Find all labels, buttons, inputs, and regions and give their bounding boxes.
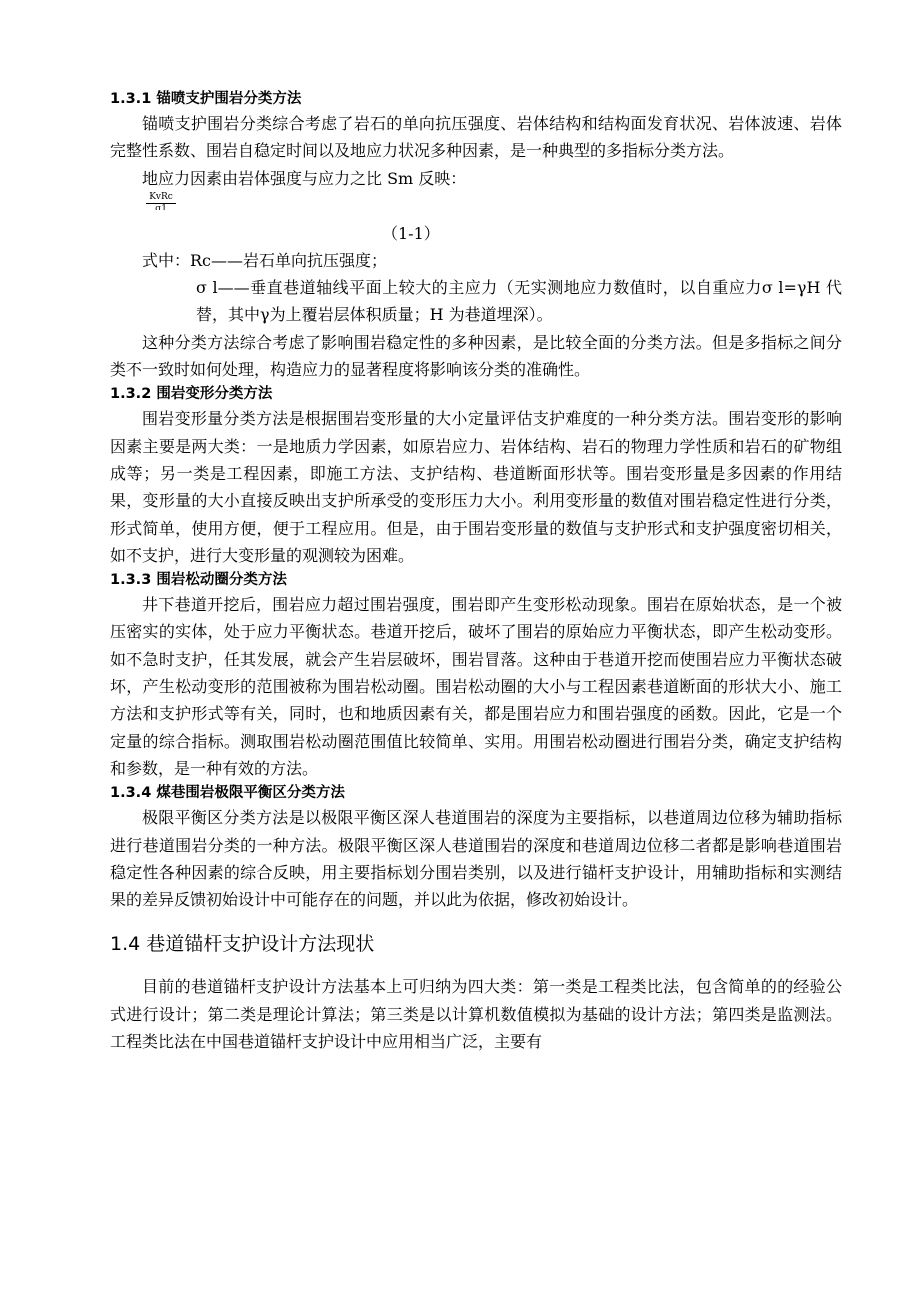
- paragraph: σ l——垂直巷道轴线平面上较大的主应力（无实测地应力数值时，以自重应力σ l=γH 代替，其中γ为上覆岩层体积质量；H 为巷道埋深）。: [196, 278, 842, 325]
- paragraph: 这种分类方法综合考虑了影响围岩稳定性的多种因素，是比较全面的分类方法。但是多指标之间分类不一致时如何处理，构造应力的显著程度将影响该分类的准确性。: [110, 332, 842, 380]
- document-page: [110, 88, 842, 1055]
- section-heading-1-3-4: 1.3.4 煤巷围岩极限平衡区分类方法: [110, 785, 345, 802]
- section-heading-1-3-1: 1.3.1 锚喷支护围岩分类方法: [110, 91, 302, 107]
- formula-fraction: [146, 192, 842, 220]
- section-heading-1-3-2: 1.3.2 围岩变形分类方法: [110, 386, 273, 403]
- fraction-denominator: σ1: [155, 203, 167, 210]
- paragraph: 围岩变形量分类方法是根据围岩变形量的大小定量评估支护难度的一种分类方法。围岩变形的影响因素主要是两大类：一是地质力学因素，如原岩应力、岩体结构、岩石的物理力学性质和岩石的矿物组成等；另一类是工程因素，即施工方法、支护结构、巷道断面形状等。围岩变形量是多因素的作用结果，变形量的大小直接反映出支护所承受的变形压力大小。利用变形量的数值对围岩稳定性进行分类，形式简单，使用方便，便于工程应用。但是，由于围岩变形量的数值与支护形式和支护强度密切相关，如不支护，进行大变形量的观测较为困难。: [110, 409, 842, 565]
- section-heading-1-3-3: 1.3.3 围岩松动圈分类方法: [110, 572, 287, 589]
- fraction: [146, 192, 176, 210]
- section-heading-1-4: 1.4 巷道锚杆支护设计方法现状: [110, 933, 375, 956]
- paragraph: 井下巷道开挖后，围岩应力超过围岩强度，围岩即产生变形松动现象。围岩在原始状态，是一个被压密实的实体，处于应力平衡状态。巷道开挖后，破坏了围岩的原始应力平衡状态，即产生松动变形。如不急时支护，任其发展，就会产生岩层破坏，围岩冒落。这种由于巷道开挖而使围岩应力平衡状态破坏，产生松动变形的范围被称为围岩松动圈。围岩松动圈的大小与工程因素巷道断面的形状大小、施工方法和支护形式等有关，同时，也和地质因素有关，都是围岩应力和围岩强度的函数。因此，它是一个定量的综合指标。测取围岩松动圈范围值比较简单、实用。用围岩松动圈进行围岩分类，确定支护结构和参数，是一种有效的方法。: [110, 595, 842, 778]
- paragraph: 地应力因素由岩体强度与应力之比 Sm 反映：: [142, 168, 467, 188]
- equation-number: （1-1）: [382, 223, 440, 243]
- fraction-numerator: KvRc: [146, 192, 176, 204]
- paragraph: 式中：Rc——岩石单向抗压强度；: [142, 250, 388, 270]
- paragraph: 极限平衡区分类方法是以极限平衡区深人巷道围岩的深度为主要指标，以巷道周边位移为辅助指标进行巷道围岩分类的一种方法。极限平衡区深人巷道围岩的深度和巷道周边位移二者都是影响巷道围岩稳定性各种因素的综合反映，用主要指标划分围岩类别，以及进行锚杆支护设计，用辅助指标和实测结果的差异反馈初始设计中可能存在的问题，并以此为依据，修改初始设计。: [110, 808, 842, 910]
- paragraph: 锚喷支护围岩分类综合考虑了岩石的单向抗压强度、岩体结构和结构面发育状况、岩体波速、岩体完整性系数、围岩自稳定时间以及地应力状况多种因素，是一种典型的多指标分类方法。: [110, 114, 842, 161]
- paragraph: 目前的巷道锚杆支护设计方法基本上可归纳为四大类：第一类是工程类比法，包含简单的的经验公式进行设计；第二类是理论计算法；第三类是以计算机数值模拟为基础的设计方法；第四类是监测法。工程类比法在中国巷道锚杆支护设计中应用相当广泛，主要有: [110, 977, 842, 1052]
